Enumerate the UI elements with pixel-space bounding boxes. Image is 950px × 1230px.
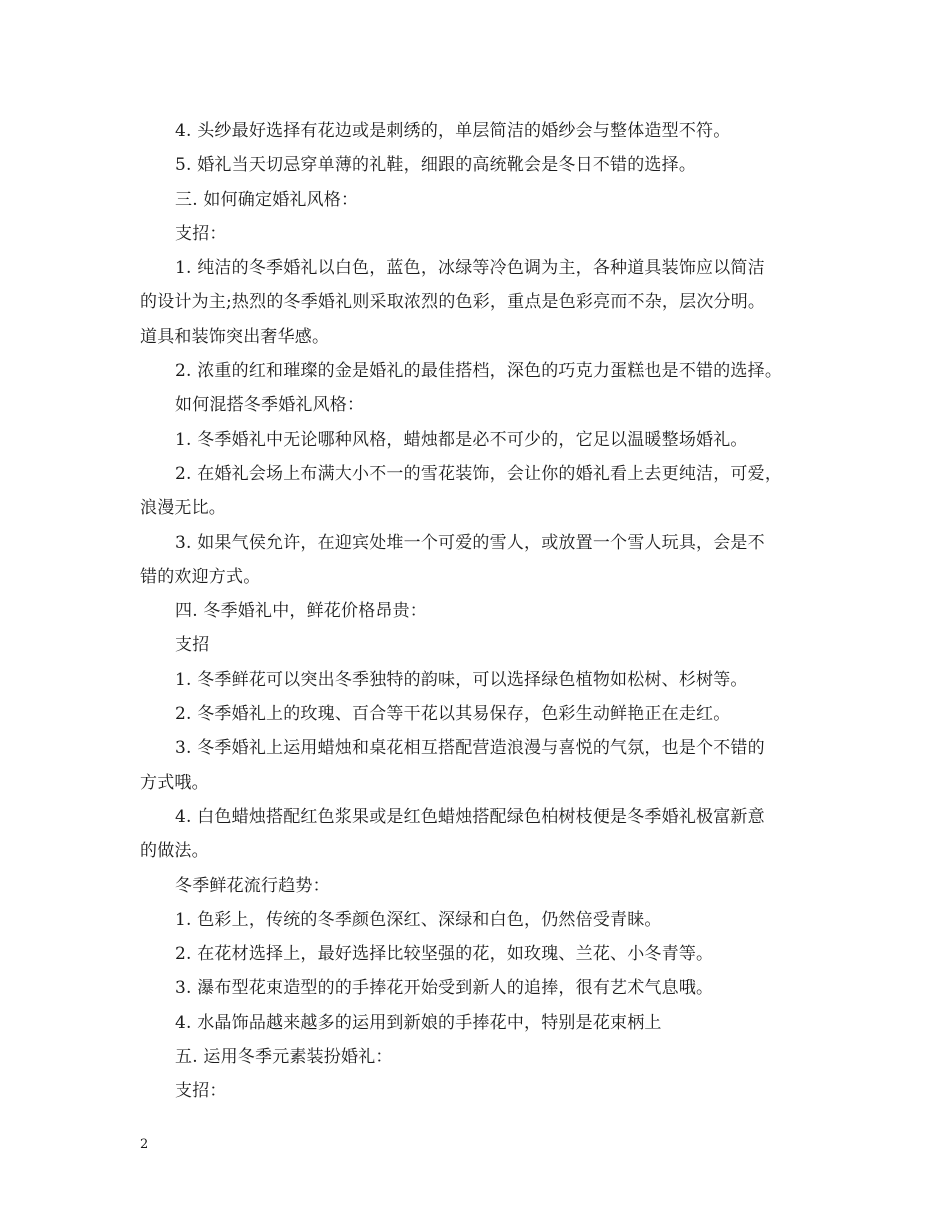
- paragraph-line: 错的欢迎方式。: [140, 566, 261, 587]
- paragraph-line: 2. 冬季婚礼上的玫瑰、百合等干花以其易保存，色彩生动鲜艳正在走红。: [175, 704, 731, 725]
- paragraph-line: 4. 头纱最好选择有花边或是刺绣的，单层简洁的婚纱会与整体造型不符。: [175, 121, 731, 141]
- paragraph-line: 1. 冬季鲜花可以突出冬季独特的韵味，可以选择绿色植物如松树、杉树等。: [175, 669, 748, 690]
- paragraph-line: 浪漫无比。: [140, 498, 226, 519]
- document-body: [140, 114, 820, 1109]
- paragraph-line: 3. 如果气侯允许，在迎宾处堆一个可爱的雪人，或放置一个雪人玩具，会是不: [175, 532, 765, 553]
- paragraph-line: 4. 水晶饰品越来越多的运用到新娘的手捧花中，特别是花束柄上: [175, 1012, 662, 1033]
- paragraph-line: 三. 如何确定婚礼风格：: [175, 189, 359, 210]
- paragraph-line: 的做法。: [140, 841, 209, 862]
- paragraph-line: 1. 色彩上，传统的冬季颜色深红、深绿和白色，仍然倍受青睐。: [175, 909, 662, 930]
- paragraph-line: 支招：: [175, 1081, 227, 1102]
- paragraph-line: 3. 瀑布型花束造型的的手捧花开始受到新人的追捧，很有艺术气息哦。: [175, 978, 714, 999]
- paragraph-line: 2. 在婚礼会场上布满大小不一的雪花装饰，会让你的婚礼看上去更纯洁，可爱，: [175, 463, 783, 484]
- paragraph-line: 四. 冬季婚礼中，鲜花价格昂贵：: [175, 601, 428, 622]
- paragraph-line: 5. 婚礼当天切忌穿单薄的礼鞋，细跟的高统靴会是冬日不错的选择。: [175, 155, 697, 176]
- paragraph-line: 4. 白色蜡烛搭配红色浆果或是红色蜡烛搭配绿色柏树枝便是冬季婚礼极富新意: [175, 806, 765, 827]
- paragraph-line: 方式哦。: [140, 772, 209, 793]
- paragraph-line: 的设计为主;热烈的冬季婚礼则采取浓烈的色彩，重点是色彩亮而不杂，层次分明。: [140, 292, 766, 313]
- paragraph-line: 1. 冬季婚礼中无论哪种风格，蜡烛都是必不可少的，它足以温暖整场婚礼。: [175, 429, 748, 450]
- paragraph-line: 如何混搭冬季婚礼风格：: [175, 395, 365, 416]
- paragraph-line: 3. 冬季婚礼上运用蜡烛和桌花相互搭配营造浪漫与喜悦的气氛，也是个不错的: [175, 738, 765, 759]
- page-number: 2: [140, 1137, 149, 1152]
- paragraph-line: 2. 在花材选择上，最好选择比较坚强的花，如玫瑰、兰花、小冬青等。: [175, 944, 714, 965]
- paragraph-line: 2. 浓重的红和璀璨的金是婚礼的最佳搭档，深色的巧克力蛋糕也是不错的选择。: [175, 361, 783, 382]
- paragraph-line: 五. 运用冬季元素装扮婚礼：: [175, 1047, 393, 1068]
- paragraph-line: 道具和装饰突出奢华感。: [140, 326, 330, 347]
- paragraph-line: 支招：: [175, 223, 227, 244]
- paragraph-line: 冬季鲜花流行趋势：: [175, 875, 330, 896]
- paragraph-line: 支招: [175, 635, 210, 656]
- paragraph-line: 1. 纯洁的冬季婚礼以白色，蓝色，冰绿等冷色调为主，各种道具装饰应以简洁: [175, 258, 765, 279]
